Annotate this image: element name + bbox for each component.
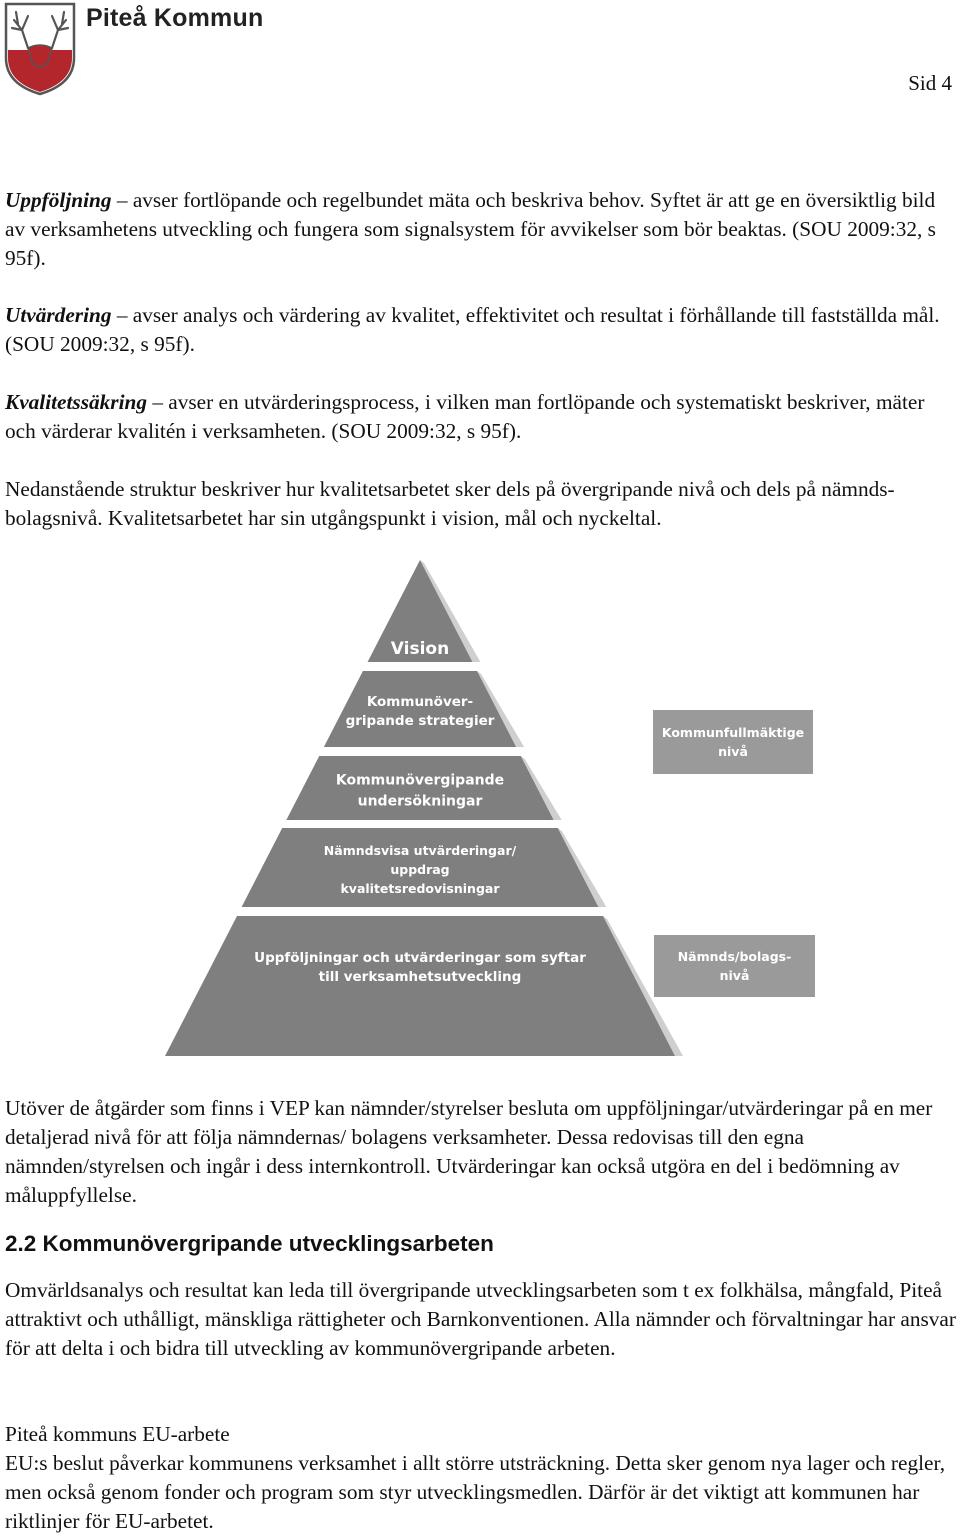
definition-utvardering: – avser analys och värdering av kvalitet, effektivitet och resultat i förhållande till fastställda mål. (SOU 2009:32, s 95f). <box>5 303 940 356</box>
side-box-label: Kommunfullmäktige <box>661 725 805 740</box>
pyramid-level-5-label: Uppföljningar och utvärderingar som syftar <box>254 950 586 967</box>
definition-kvalitetssakring: – avser en utvärderingsprocess, i vilken man fortlöpande och systematiskt beskriver, mäter och värderar kvalitén i verksamheten. (SOU 2009:32, s 95f). <box>5 390 925 443</box>
pyramid-level-5 <box>165 916 675 1056</box>
organization-name: Piteå Kommun <box>86 4 264 32</box>
paragraph-uppfoljning <box>5 186 960 273</box>
side-box-label: nivå <box>718 744 748 759</box>
pyramid-level-4-label: uppdrag <box>390 861 450 877</box>
pyramid-level-2-label: gripande strategier <box>345 713 495 730</box>
level-side-boxes <box>653 710 815 997</box>
paragraph-vep: Utöver de åtgärder som finns i VEP kan nämnder/styrelser besluta om uppföljningar/utvärderingar på en mer detaljerad nivå för att följa nämndernas/ bolagens verksamheter. Dessa redovisas till den egna nämnden/styrelsen och ingår i dess internkontroll. Utvärderingar kan också utgöra en del i bedömning av måluppfyllelse. <box>5 1096 933 1207</box>
eu-work-text: EU:s beslut påverkar kommunens verksamhet i allt större utsträckning. Detta sker genom nya lager och regler, men också genom fonder och program som styr utvecklingsmedlen. Därför är det viktigt att kommunen har riktlinjer för EU-arbetet. <box>5 1451 946 1533</box>
committee-company-level-box <box>654 935 815 997</box>
paragraph-structure-intro: Nedanstående struktur beskriver hur kvalitetsarbetet sker dels på övergripande nivå och dels på nämnds- bolagsnivå. Kvalitetsarbetet har sin utgångspunkt i vision, mål och nyckeltal. <box>5 477 895 530</box>
eu-work-title: Piteå kommuns EU-arbete <box>5 1422 230 1446</box>
pyramid-level-4-label: kvalitetsredovisningar <box>340 880 500 896</box>
paragraph-eu-work <box>5 1420 960 1536</box>
pyramid-level-3-label: Kommunövergipande <box>335 772 505 789</box>
side-box-label: nivå <box>719 968 750 983</box>
pitea-coat-of-arms-logo <box>0 0 80 96</box>
paragraph-development-work: Omvärldsanalys och resultat kan leda till övergripande utvecklingsarbeten som t ex folkhälsa, mångfald, Piteå attraktivt och uthålligt, mänskliga rättigheter och Barnkonventionen. Alla nämnder och förvaltningar har ansvar för att delta i och bidra till utveckling av kommunövergripande arbeten. <box>5 1278 956 1360</box>
section-heading: 2.2 Kommunövergripande utvecklingsarbeten <box>5 1231 494 1256</box>
page-number: Sid 4 <box>908 71 952 95</box>
pyramid-level-1-label: Vision <box>390 638 450 659</box>
term-uppfoljning: Uppföljning <box>5 188 112 212</box>
municipal-council-level-box <box>653 710 813 774</box>
pyramid-level-2-label: Kommunöver- <box>366 694 474 711</box>
pyramid-level-5-label: till verksamhetsutveckling <box>318 969 522 986</box>
pyramid-level-4-label: Nämndsvisa utvärderingar/ <box>323 842 517 858</box>
quality-work-pyramid-diagram <box>0 552 960 1064</box>
term-utvardering: Utvärdering <box>5 303 112 327</box>
paragraph-kvalitetssakring <box>5 388 960 446</box>
term-kvalitetssakring: Kvalitetssäkring <box>5 390 147 414</box>
paragraph-utvardering <box>5 301 960 359</box>
side-box-label: Nämnds/bolags- <box>677 949 792 964</box>
pyramid-level-3-label: undersökningar <box>357 793 483 810</box>
definition-uppfoljning: – avser fortlöpande och regelbundet mäta och beskriva behov. Syftet är att ge en översiktlig bild av verksamhetens utveckling och fungera som signalsystem för avvikelser som bör beaktas. (SOU 2009:32, s 95f). <box>5 188 936 270</box>
